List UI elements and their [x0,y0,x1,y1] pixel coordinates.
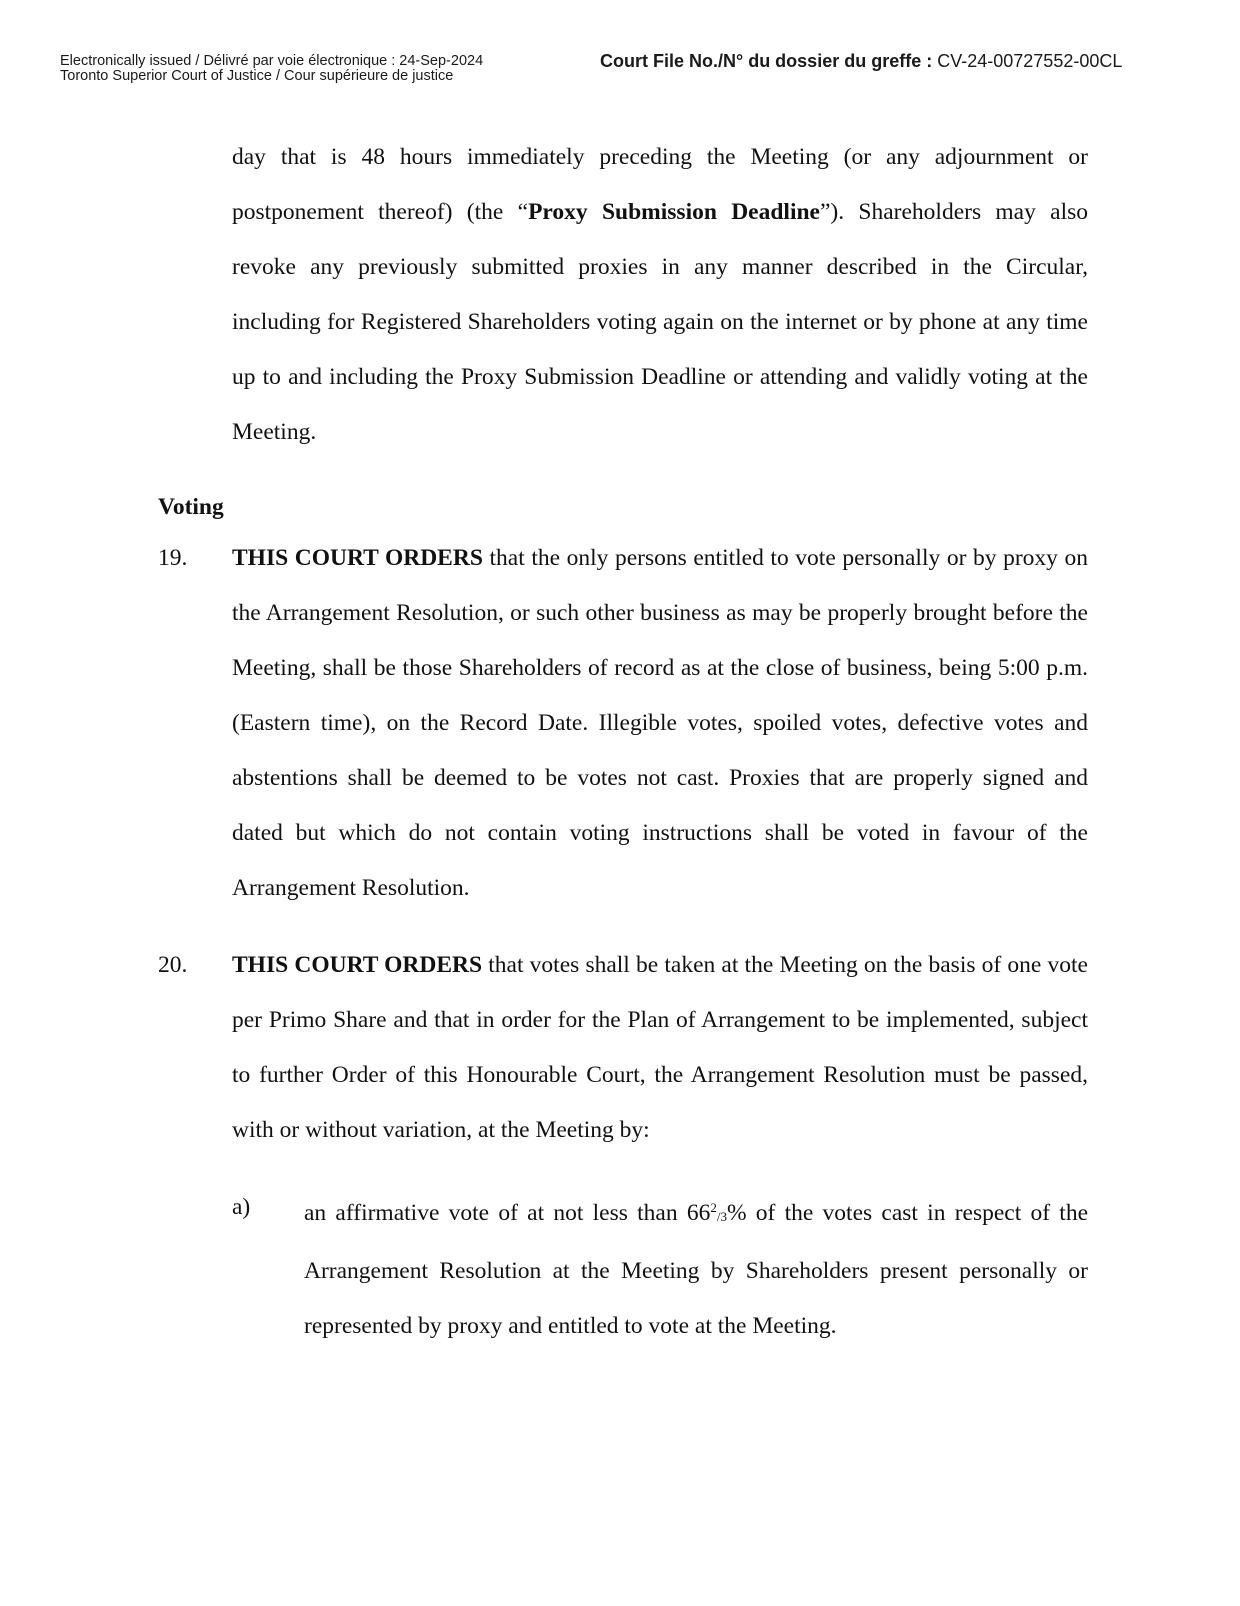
section-heading: Voting [158,494,224,520]
court-file-value: CV-24-00727552-00CL [937,51,1123,71]
paragraph-19: THIS COURT ORDERS that the only persons entitled to vote personally or by proxy on the Arrangement Resolution, or such other business as may be properly brought before the Meeting, shall be those Shareholders of record as at the close of business, being 5:00 p.m. (Eastern time), on the Record Date. Illegible votes, spoiled votes, defective votes and abstentions shall be deemed to be votes not cast. Proxies that are properly signed and dated but which do not contain voting instructions shall be voted in favour of the Arrangement Resolution. [232,545,1088,901]
issuance-stamp [60,54,483,84]
fraction-denominator: 3 [720,1209,727,1224]
fraction-numerator: 2 [710,1200,717,1215]
defined-term: Proxy Submission Deadline [528,199,820,225]
court-file-number [600,50,1122,72]
paragraph-number: 20. [158,952,188,978]
order-lead: THIS COURT ORDERS [232,952,483,978]
subitem-a: an affirmative vote of at not less than $66^2/3\%$ of the votes cast in respect of the Arrangement Resolution at the Meeting by Shareholders present personally or represented by proxy and entitled to vote at the Meeting. [304,1200,1089,1339]
court-line: Toronto Superior Court of Justice / Cour supérieure de justice [60,68,454,84]
issued-line: Electronically issued / Délivré par voie électronique : 24-Sep-2024 [60,53,484,69]
paragraph-number: 19. [158,545,188,571]
order-lead: THIS COURT ORDERS [232,545,483,571]
fraction-separator: / [716,1209,721,1224]
subitem-label: a) [232,1194,251,1220]
court-file-label: Court File No./N° du dossier du greffe : [600,51,933,71]
continuation-paragraph: day that is 48 hours immediately preceding the Meeting (or any adjournment or postponement thereof) (the “Proxy Submission Deadline”). Shareholders may also revoke any previously submitted proxies in any manner described in the Circular, including for Registered Shareholders voting again on the internet or by phone at any time up to and including the Proxy Submission Deadline or attending and validly voting at the Meeting. [232,144,1089,445]
paragraph-20: THIS COURT ORDERS that votes shall be taken at the Meeting on the basis of one vote per Primo Share and that in order for the Plan of Arrangement to be implemented, subject to further Order of this Honourable Court, the Arrangement Resolution must be passed, with or without variation, at the Meeting by: [232,952,1088,1143]
